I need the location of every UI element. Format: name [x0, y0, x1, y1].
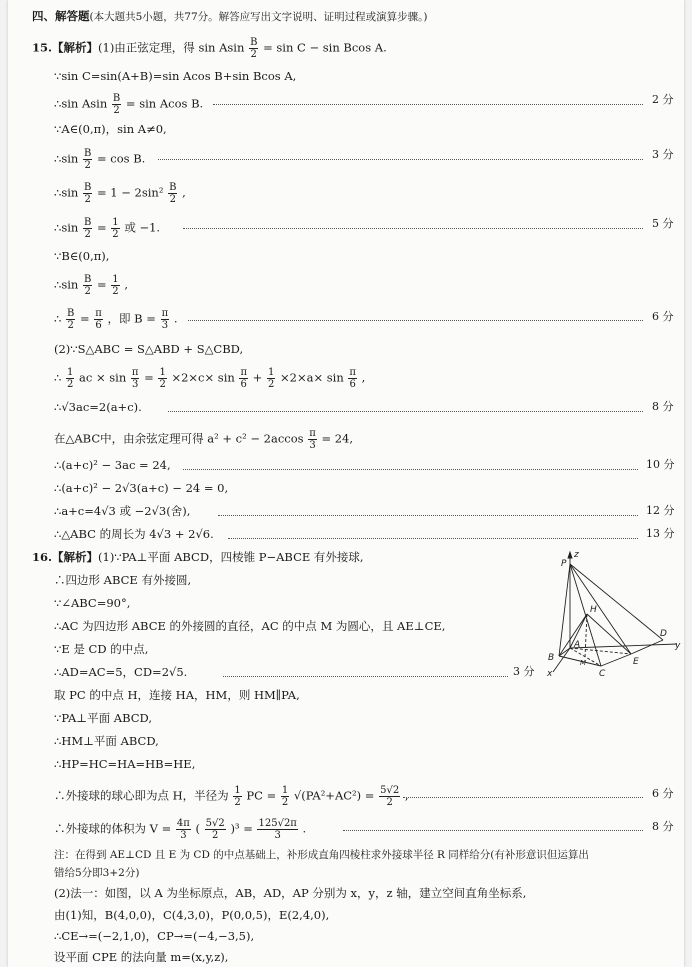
label-P: P	[561, 559, 567, 569]
q16-line-6: 取 PC 的中点 H，连接 HA，HM，则 HM∥PA,	[54, 688, 300, 702]
q16-line-13: 错给5分即3+2分)	[54, 867, 140, 879]
leader-dots	[168, 411, 643, 412]
leader-dots	[223, 676, 508, 677]
edge-CE	[601, 654, 631, 666]
segment-HE	[587, 614, 631, 654]
q16-line-0: 16.【解析】(1)∵PA⊥平面 ABCD，四棱锥 P−ABCE 有外接球,	[32, 550, 364, 564]
score-label: 5 分	[652, 217, 674, 230]
leader-dots	[218, 515, 638, 516]
section-header	[32, 9, 427, 24]
score-label: 3 分	[513, 665, 535, 678]
q16-line-17: 设平面 CPE 的法向量 m=(x,y,z),	[54, 950, 229, 964]
q15-line-0: 15.【解析】(1)由正弦定理，得 sin Asin $\frac{B}{2}$ = sin C − sin Bcos A.	[32, 37, 387, 60]
q15-line-2: ∴sin Asin $\frac{B}{2}$ = sin Acos B.	[54, 93, 204, 116]
q15-line-11: ∴ $\frac{1}{2}$ ac × sin $\frac{\pi}{3}$ = $\frac{1}{2}$ ×2×c× sin $\frac{\pi}{6}$ + $\frac{1}{2}$ ×2×a× sin $\frac{\pi}{6}$ ,	[54, 367, 366, 390]
q16-line-3: ∴AC 为四边形 ABCE 的外接圆的直径，AC 的中点 M 为圆心，且 AE⊥CE,	[54, 619, 446, 633]
q16-line-16: ∴CE→=(−2,1,0)，CP→=(−4,−3,5),	[54, 929, 255, 943]
leader-dots	[403, 797, 643, 798]
leader-dots	[228, 538, 638, 539]
q15-line-1: ∵sin C=sin(A+B)=sin Acos B+sin Bcos A,	[54, 69, 297, 83]
leader-dots	[213, 104, 643, 105]
q16-line-14: (2)法一：如图，以 A 为坐标原点，AB，AD，AP 分别为 x，y，z 轴，建立空间直角坐标系,	[54, 886, 527, 900]
q15-line-9: ∴ $\frac{B}{2}$ = $\frac{\pi}{6}$ ，即 B = $\frac{\pi}{3}$ .	[54, 308, 178, 331]
q15-line-17: ∴△ABC 的周长为 4√3 + 2√6.	[54, 527, 214, 541]
q15-line-14: ∴(a+c)² − 3ac = 24,	[54, 458, 171, 472]
q15-number: 15.	[32, 40, 53, 55]
score-label: 6 分	[652, 310, 674, 323]
section-title: 四、解答题	[32, 9, 90, 23]
q16-line-9: ∴HP=HC=HA=HB=HE,	[54, 757, 196, 771]
pyramid-figure	[523, 548, 683, 680]
q15-line-15: ∴(a+c)² − 2√3(a+c) − 24 = 0,	[54, 481, 229, 495]
score-label: 8 分	[652, 820, 674, 833]
score-label: 6 分	[652, 787, 674, 800]
q15-line-3: ∵A∈(0,π)，sin A≠0,	[54, 122, 167, 136]
q15-line-6: ∴sin $\frac{B}{2}$ = $\frac{1}{2}$ 或 −1.	[54, 217, 161, 240]
q16-line-1: ∴四边形 ABCE 有外接圆,	[54, 573, 192, 587]
leader-dots	[188, 320, 643, 321]
q15-line-10: (2)∵S△ABC = S△ABD + S△CBD,	[54, 342, 244, 356]
score-label: 2 分	[652, 93, 674, 106]
label-y: y	[675, 641, 681, 651]
q15-line-4: ∴sin $\frac{B}{2}$ = cos B.	[54, 148, 146, 171]
q15-line-7: ∵B∈(0,π),	[54, 249, 110, 263]
label-M: M	[580, 659, 587, 667]
leader-dots	[158, 159, 643, 160]
q16-line-4: ∵E 是 CD 的中点,	[54, 642, 149, 656]
edge-PD	[570, 564, 663, 640]
label-E: E	[633, 657, 639, 667]
q16-line-5: ∴AD=AC=5，CD=2√5.	[54, 665, 188, 679]
edge-AB	[559, 648, 570, 656]
label-B: B	[548, 653, 555, 663]
q15-line-12: ∴√3ac=2(a+c).	[54, 400, 142, 414]
q15-line-8: ∴sin $\frac{B}{2}$ = $\frac{1}{2}$ ,	[54, 274, 128, 297]
q15-tag: 【解析】	[52, 40, 99, 55]
score-label: 3 分	[652, 148, 674, 161]
label-C: C	[599, 669, 606, 679]
q16-line-15: 由(1)知，B(4,0,0)，C(4,3,0)，P(0,0,5)，E(2,4,0),	[54, 908, 330, 922]
q15-line-5: ∴sin $\frac{B}{2}$ = 1 − 2sin² $\frac{B}{2}$ ,	[54, 182, 186, 205]
q15-line-13: 在△ABC中，由余弦定理可得 a² + c² − 2accos $\frac{\pi}{3}$ = 24,	[54, 428, 354, 451]
q16-line-8: ∴HM⊥平面 ABCD,	[54, 734, 159, 748]
score-label: 12 分	[646, 504, 675, 517]
leader-dots	[183, 469, 638, 470]
score-label: 10 分	[646, 458, 675, 471]
q16-line-7: ∵PA⊥平面 ABCD,	[54, 711, 153, 725]
leader-dots	[343, 830, 643, 831]
q15-line-16: ∴a+c=4√3 或 −2√3(舍),	[54, 504, 191, 518]
score-label: 13 分	[646, 527, 675, 540]
q16-line-12: 注：在得到 AE⊥CD 且 E 为 CD 的中点基础上，补形成直角四棱柱求外接球半径 R 同样给分(有补形意识但运算出	[54, 849, 589, 861]
exam-answer-page	[8, 0, 684, 967]
leader-dots	[183, 228, 643, 229]
q16-line-11: ∴外接球的体积为 V = $\frac{4\pi}{3}$ ( $\frac{5√2}{2}$ )³ = $\frac{125√2\pi}{3}$ .	[54, 818, 307, 841]
label-A: A	[574, 640, 581, 650]
q16-number: 16.	[32, 550, 53, 564]
segment-HM	[585, 614, 587, 657]
section-note: (本大题共5小题，共77分。解答应写出文字说明、证明过程或演算步骤。)	[89, 11, 428, 23]
q16-line-2: ∵∠ABC=90°,	[54, 596, 131, 610]
z-axis-arrow	[568, 552, 572, 558]
label-x: x	[547, 669, 553, 679]
q16-tag: 【解析】	[52, 550, 99, 564]
score-label: 8 分	[652, 400, 674, 413]
label-H: H	[590, 605, 597, 615]
label-z: z	[574, 550, 579, 560]
edge-ED	[631, 640, 663, 654]
q16-line-10: ∴外接球的球心即为点 H，半径为 $\frac{1}{2}$ PC = $\frac{1}{2}$ √(PA²+AC²) = $\frac{5√2}{2}$ ,	[54, 785, 409, 808]
label-D: D	[660, 629, 667, 639]
